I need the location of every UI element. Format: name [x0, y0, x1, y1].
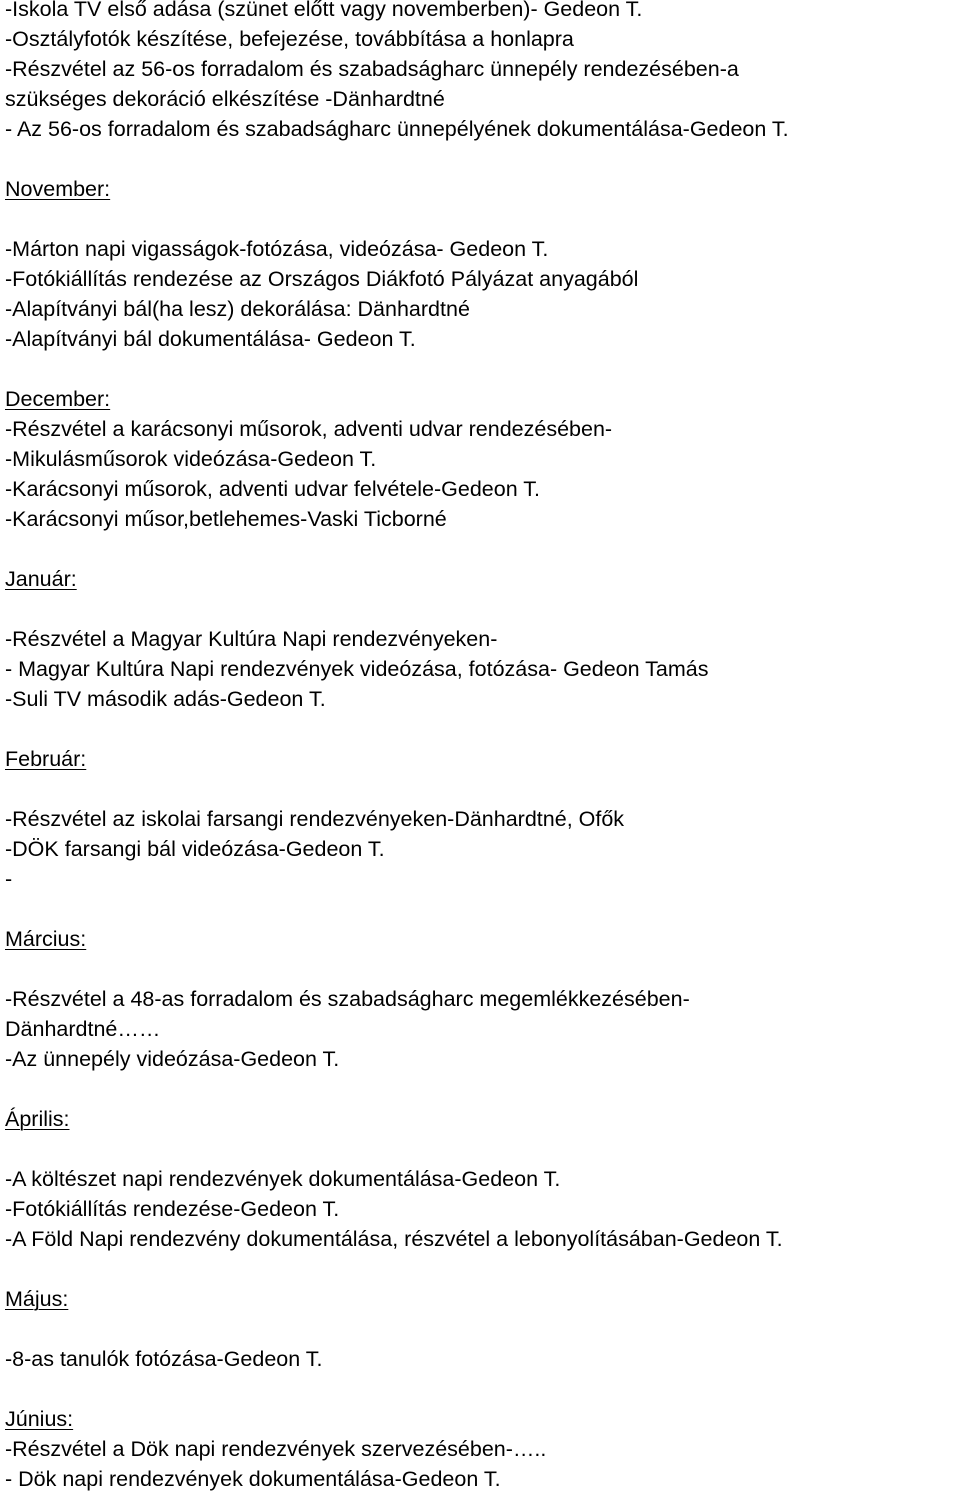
heading-text: Január:	[5, 567, 77, 591]
heading-text: November:	[5, 177, 111, 201]
list-item: -Részvétel a Dök napi rendezvények szervezésében-…..	[5, 1437, 547, 1461]
section-heading-junius	[5, 1406, 73, 1432]
heading-text: Április:	[5, 1107, 70, 1131]
list-item: -Az ünnepély videózása-Gedeon T.	[5, 1047, 340, 1071]
intro-line: -Osztályfotók készítése, befejezése, továbbítása a honlapra	[5, 27, 574, 51]
section-heading-majus	[5, 1286, 68, 1312]
intro-line: -Részvétel az 56-os forradalom és szabadságharc ünnepély rendezésében-a	[5, 57, 739, 81]
heading-text: Március:	[5, 927, 87, 951]
list-item: -	[5, 867, 13, 891]
section-heading-februar	[5, 746, 86, 772]
list-item: - Dök napi rendezvények dokumentálása-Gedeon T.	[5, 1467, 501, 1491]
section-heading-december	[5, 386, 110, 412]
heading-text: December:	[5, 387, 111, 411]
list-item: -Karácsonyi műsorok, adventi udvar felvétele-Gedeon T.	[5, 477, 540, 501]
list-item: -Részvétel a karácsonyi műsorok, adventi udvar rendezésében-	[5, 417, 613, 441]
list-item: -Fotókiállítás rendezése-Gedeon T.	[5, 1197, 340, 1221]
list-item: -DÖK farsangi bál videózása-Gedeon T.	[5, 837, 385, 861]
list-item: Dänhardtné……	[5, 1017, 161, 1041]
list-item: -Fotókiállítás rendezése az Országos Diákfotó Pályázat anyagából	[5, 267, 639, 291]
list-item: -Részvétel a Magyar Kultúra Napi rendezvényeken-	[5, 627, 498, 651]
list-item: -Alapítványi bál dokumentálása- Gedeon T.	[5, 327, 416, 351]
heading-text: Június:	[5, 1407, 74, 1431]
list-item: -Mikulásműsorok videózása-Gedeon T.	[5, 447, 377, 471]
intro-line: - Az 56-os forradalom és szabadságharc ünnepélyének dokumentálása-Gedeon T.	[5, 117, 789, 141]
section-heading-aprilis	[5, 1106, 70, 1132]
list-item: -Suli TV második adás-Gedeon T.	[5, 687, 326, 711]
intro-line: szükséges dekoráció elkészítése -Dänhardtné	[5, 87, 445, 111]
heading-text: Február:	[5, 747, 87, 771]
list-item: -Karácsonyi műsor,betlehemes-Vaski Ticborné	[5, 507, 447, 531]
list-item: -Részvétel az iskolai farsangi rendezvényeken-Dänhardtné, Ofők	[5, 807, 625, 831]
list-item: - Magyar Kultúra Napi rendezvények videózása, fotózása- Gedeon Tamás	[5, 657, 709, 681]
list-item: -A költészet napi rendezvények dokumentálása-Gedeon T.	[5, 1167, 561, 1191]
list-item: -Márton napi vigasságok-fotózása, videózása- Gedeon T.	[5, 237, 549, 261]
intro-line: -Iskola TV első adása (szünet előtt vagy novemberben)- Gedeon T.	[5, 0, 643, 21]
list-item: -Alapítványi bál(ha lesz) dekorálása: Dänhardtné	[5, 297, 470, 321]
list-item: -A Föld Napi rendezvény dokumentálása, részvétel a lebonyolításában-Gedeon T.	[5, 1227, 783, 1251]
list-item: -Részvétel a 48-as forradalom és szabadságharc megemlékkezésében-	[5, 987, 690, 1011]
heading-text: Május:	[5, 1287, 69, 1311]
section-heading-marcius	[5, 926, 86, 952]
section-heading-november	[5, 176, 110, 202]
section-heading-januar	[5, 566, 77, 592]
list-item: -8-as tanulók fotózása-Gedeon T.	[5, 1347, 323, 1371]
